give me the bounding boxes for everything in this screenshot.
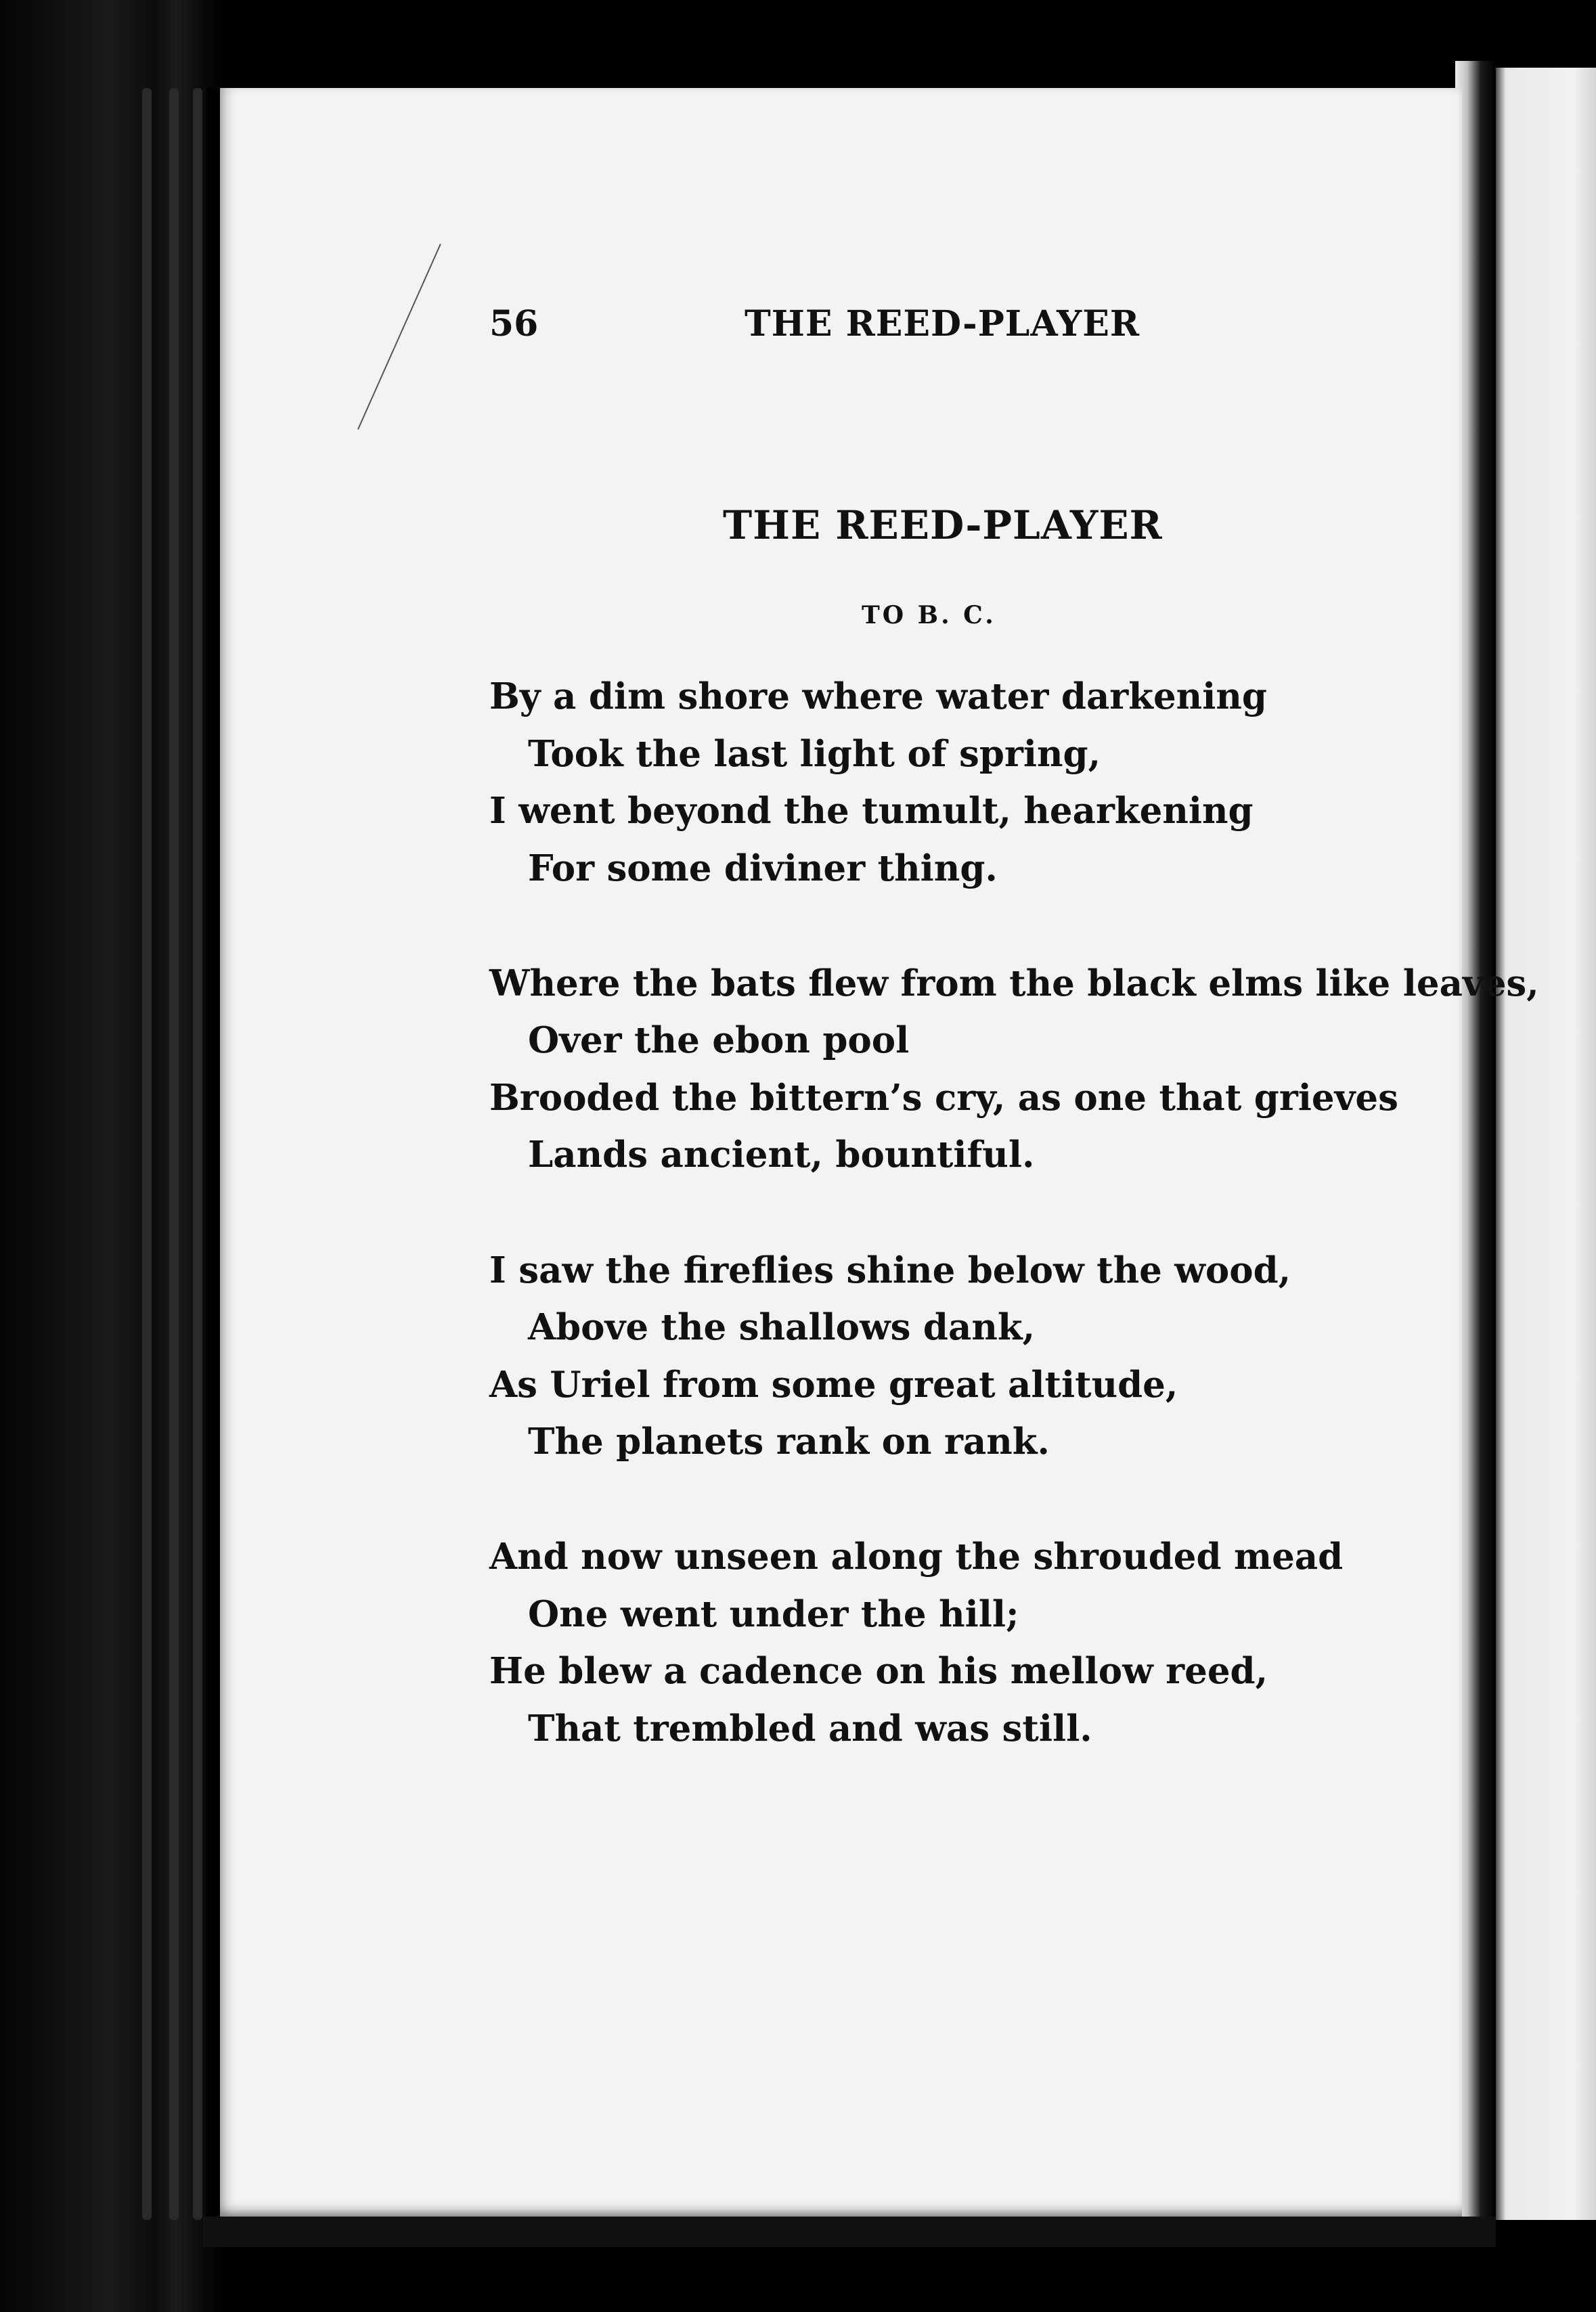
verse-line: By a dim shore where water darkening	[489, 675, 1267, 717]
book-edge-strip	[142, 88, 152, 2220]
verse-line: That trembled and was still.	[528, 1708, 1092, 1750]
book-edge-strip	[169, 88, 179, 2220]
verse-line: Where the bats flew from the black elms like leaves,	[489, 962, 1539, 1004]
verse-line: One went under the hill;	[528, 1593, 1019, 1635]
verse-line: He blew a cadence on his mellow reed,	[489, 1650, 1268, 1692]
verse-line: Brooded the bittern’s cry, as one that grieves	[489, 1077, 1398, 1119]
book-edge-strip	[193, 88, 202, 2220]
verse-line: Over the ebon pool	[528, 1019, 910, 1061]
verse-line: I saw the fireflies shine below the wood,	[489, 1249, 1291, 1291]
verse-line: The planets rank on rank.	[528, 1421, 1050, 1463]
verse-line: For some diviner thing.	[528, 847, 998, 889]
verse-line: Took the last light of spring,	[528, 733, 1101, 775]
verse-line: I went beyond the tumult, hearkening	[489, 790, 1254, 832]
verse-line: And now unseen along the shrouded mead	[489, 1536, 1344, 1578]
running-head: THE REED-PLAYER	[745, 303, 1140, 344]
page-bottom-edge	[203, 2217, 1496, 2247]
poem-title: THE REED-PLAYER	[723, 502, 1163, 548]
page-number: 56	[489, 303, 539, 344]
verse-line: Lands ancient, bountiful.	[528, 1134, 1035, 1176]
verse-line: As Uriel from some great altitude,	[489, 1364, 1178, 1406]
page-left-border	[206, 88, 220, 2220]
verse-line: Above the shallows dank,	[528, 1306, 1036, 1348]
poem-dedication: TO B. C.	[862, 601, 996, 629]
facing-page-edge	[1492, 68, 1596, 2220]
